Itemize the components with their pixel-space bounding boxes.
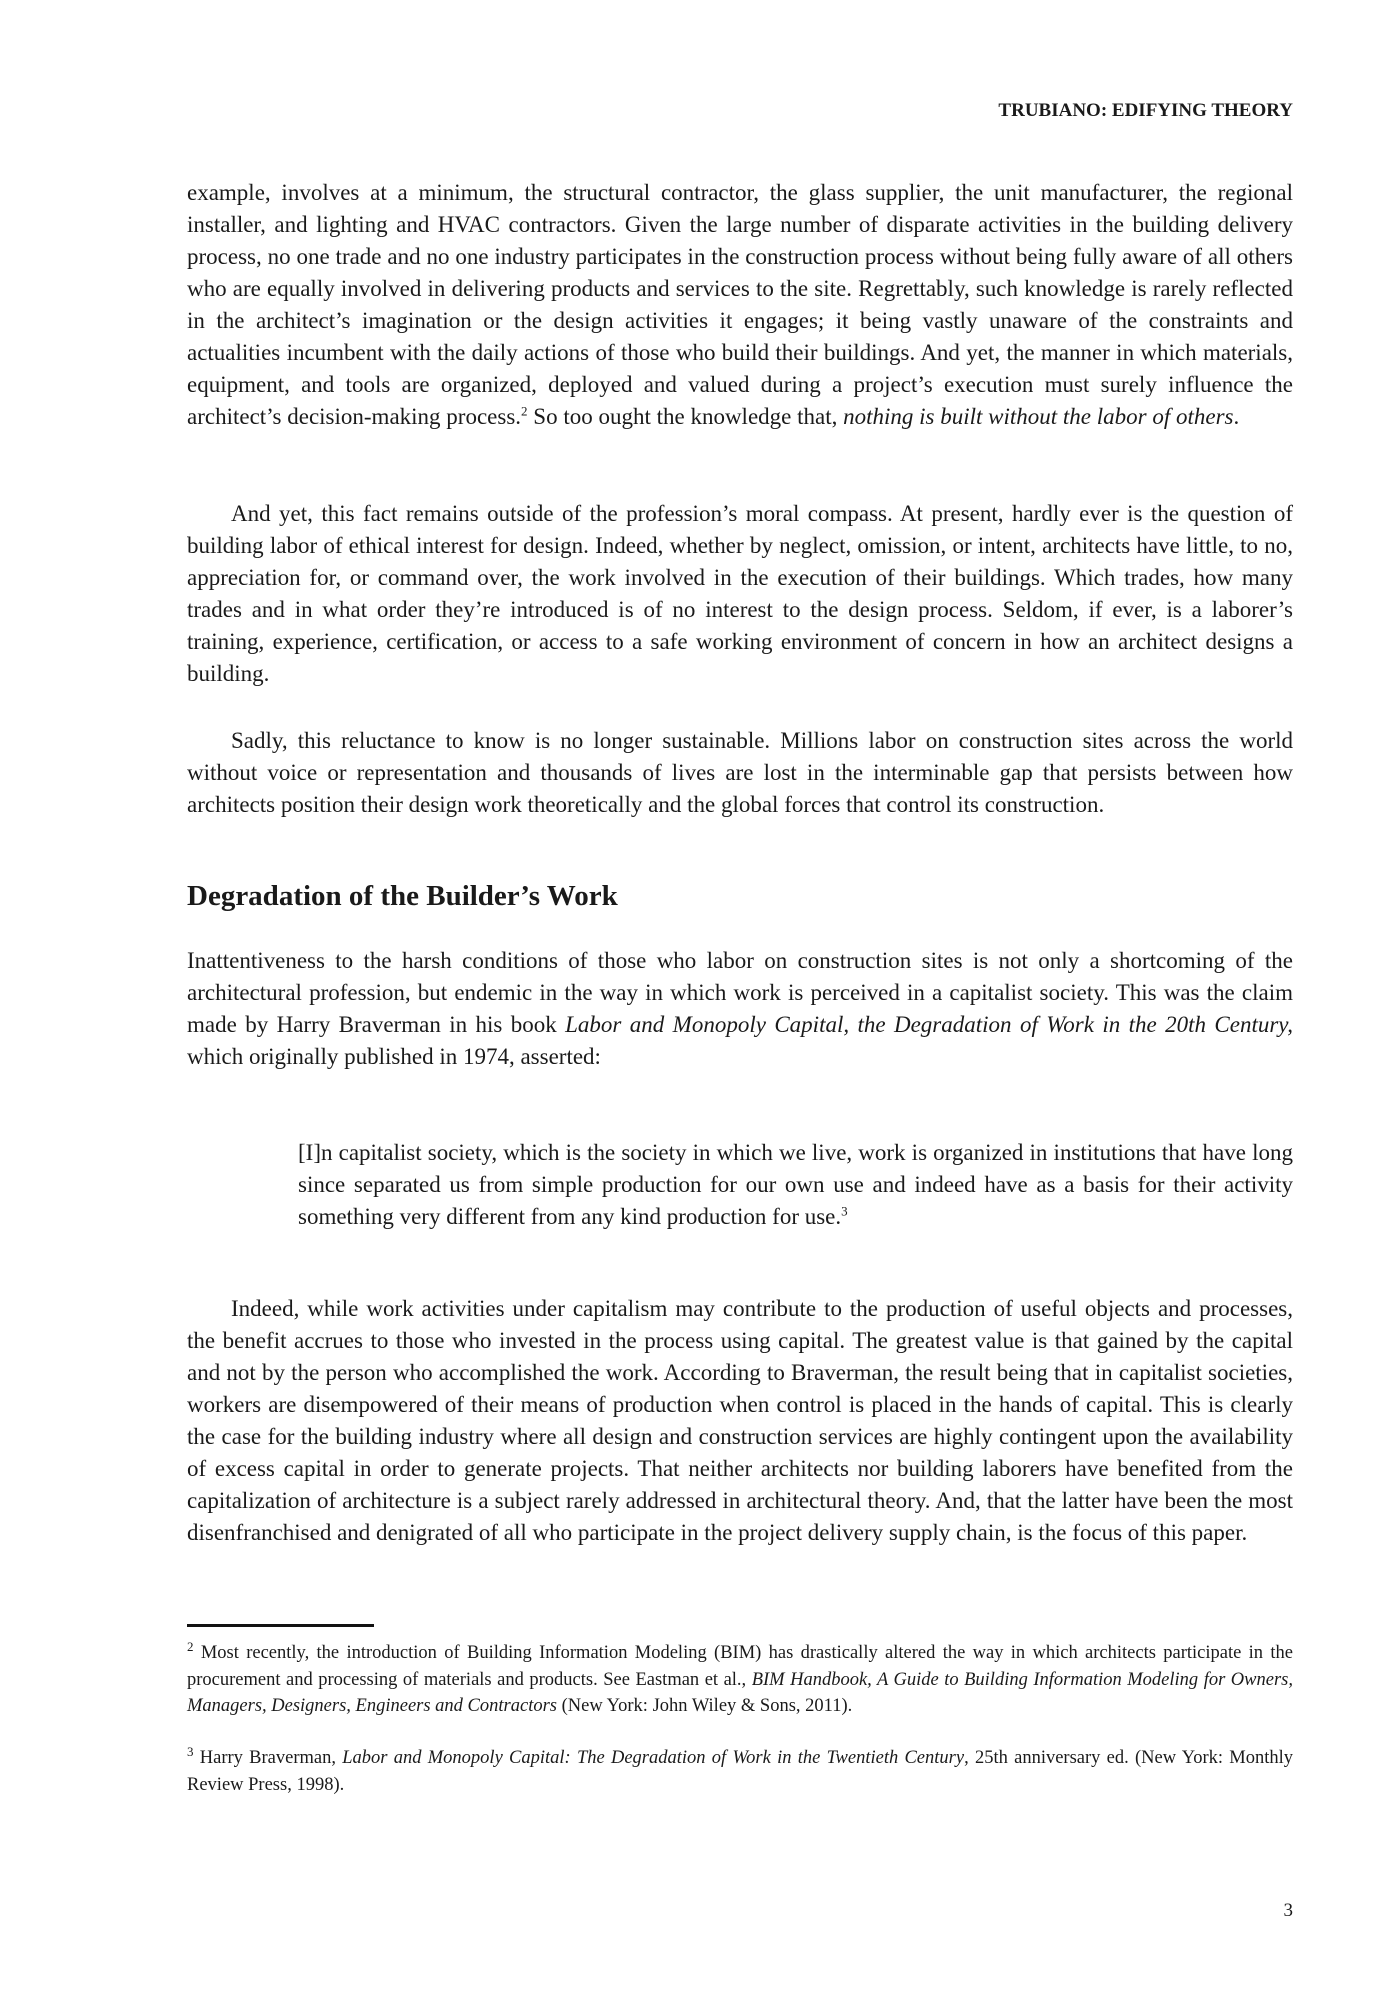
page-number: 3 <box>1283 1900 1293 1921</box>
footnote-ref[interactable]: 2 <box>521 403 528 419</box>
footnote-title: Labor and Monopoly Capital: The Degradation of Work in the Twentieth Century <box>342 1748 965 1768</box>
book-title: Labor and Monopoly Capital, the Degradation of Work in the 20th Century, <box>565 1012 1293 1037</box>
footnote-ref[interactable]: 3 <box>841 1203 848 1219</box>
section-heading: Degradation of the Builder’s Work <box>187 880 618 912</box>
paragraph-2: And yet, this fact remains outside of the profession’s moral compass. At present, hardly ever is the question of building labor of ethical interest for design. Indeed, whether by neglect, omission, or intent, architects have little, to no, appreciation for, or command over, the work involved in the execution of their buildings. Which trades, how many trades and in what order they’re introduced is of no interest to the design process. Seldom, if ever, is a laborer’s training, experience, certification, or access to a safe working environment of concern in how an architect designs a building. <box>187 501 1293 686</box>
footnote-text: , 25th anniversary ed. (New York: Monthly Review Press, 1998). <box>187 1748 1293 1795</box>
paragraph-text: Inattentiveness to the harsh conditions of those who labor on construction sites is not only a shortcoming of the architectural profession, but endemic in the way in which work is perceived in a capitalist society. This was the claim made by Harry Braverman in his book <box>187 948 1293 1037</box>
paragraph-text: So too ought the knowledge that, <box>527 404 844 429</box>
footnote-2 <box>187 1640 1293 1720</box>
footnote-number: 3 <box>187 1743 194 1759</box>
paragraph-text: example, involves at a minimum, the structural contractor, the glass supplier, the unit manufacturer, the regional installer, and lighting and HVAC contractors. Given the large number of disparate activities in the building delivery process, no one trade and no one industry participates in the construction process without being fully aware of all others who are equally involved in delivering products and services to the site. Regrettably, such knowledge is rarely reflected in the architect’s imagination or the design activities it engages; it being vastly unaware of the constraints and actualities incumbent with the daily actions of those who build their buildings. And yet, the manner in which materials, equipment, and tools are organized, deployed and valued during a project’s execution must surely influence the architect’s decision-making process. <box>187 180 1293 429</box>
footnote-number: 2 <box>187 1638 194 1654</box>
footnote-text: (New York: John Wiley & Sons, 2011). <box>556 1696 853 1716</box>
paragraph-1 <box>187 177 1293 433</box>
paragraph-4 <box>187 945 1293 1073</box>
paragraph-text: . <box>1233 404 1240 429</box>
paragraph-3: Sadly, this reluctance to know is no longer sustainable. Millions labor on construction sites across the world without voice or representation and thousands of lives are lost in the interminable gap that persists between how architects position their design work theoretically and the global forces that control its construction. <box>187 728 1293 817</box>
paragraph-text: which originally published in 1974, asserted: <box>187 1044 601 1069</box>
running-header: TRUBIANO: EDIFYING THEORY <box>998 100 1293 121</box>
footnote-text: Most recently, the introduction of Building Information Modeling (BIM) has drastically altered the way in which architects participate in the procurement and processing of materials and products. See Eastman et al., <box>187 1643 1293 1690</box>
footnote-title: BIM Handbook, A Guide to Building Information Modeling for Owners, Managers, Designers, Engineers and Contractors <box>187 1669 1293 1716</box>
block-quote <box>298 1137 1293 1233</box>
paragraph-5: Indeed, while work activities under capitalism may contribute to the production of useful objects and processes, the benefit accrues to those who invested in the process using capital. The greatest value is that gained by the capital and not by the person who accomplished the work. According to Braverman, the result being that in capitalist societies, workers are disempowered of their means of production when control is placed in the hands of capital. This is clearly the case for the building industry where all design and construction services are highly contingent upon the availability of excess capital in order to generate projects. That neither architects nor building laborers have benefited from the capitalization of architecture is a subject rarely addressed in architectural theory. And, that the latter have been the most disenfranchised and denigrated of all who participate in the project delivery supply chain, is the focus of this paper. <box>187 1296 1293 1545</box>
quote-text: [I]n capitalist society, which is the society in which we live, work is organized in institutions that have long since separated us from simple production for our own use and indeed have as a basis for their activity something very different from any kind production for use. <box>298 1140 1293 1229</box>
footnote-divider <box>187 1624 374 1627</box>
emphasis-text: nothing is built without the labor of others <box>843 404 1234 429</box>
footnote-3 <box>187 1745 1293 1798</box>
footnote-text: Harry Braverman, <box>193 1748 343 1768</box>
